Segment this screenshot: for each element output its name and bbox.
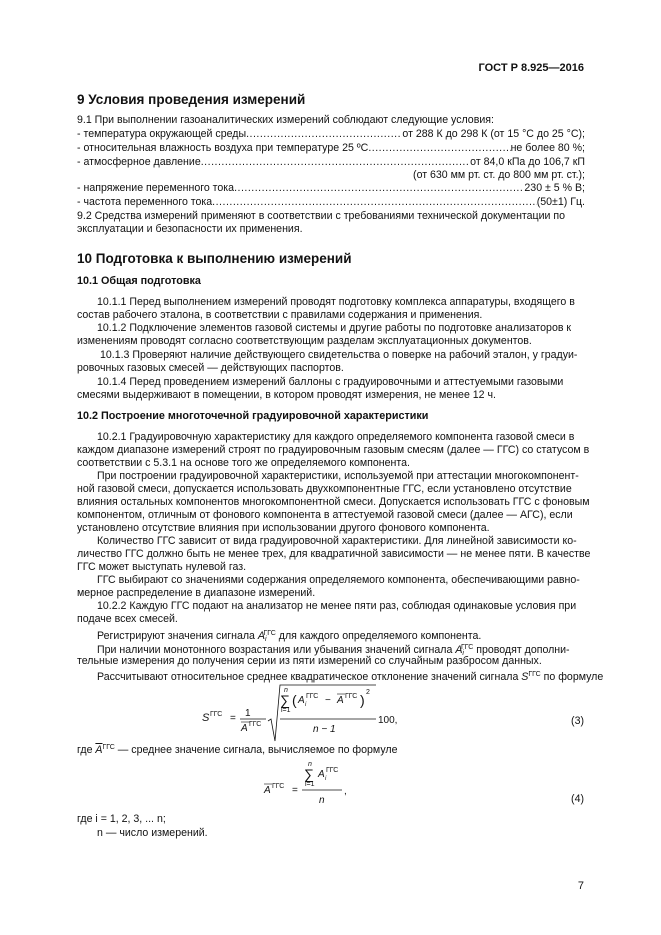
text: При наличии монотонного возрастания или убывания значений сигнала (97, 644, 456, 656)
section-9-title: 9 Условия проведения измерений (77, 92, 306, 107)
para-build-line3: влияния остальных компонентов многокомпонентной смеси. Допускается использовать ГГС с фоновым (77, 496, 590, 508)
condition-label: - относительная влажность воздуха при температуре 25 ºС (77, 142, 369, 154)
formula-ai: A (298, 695, 305, 706)
formula-den-sym: A (241, 723, 248, 734)
condition-label: - атмосферное давление (77, 156, 201, 168)
superscript: ГГС (460, 644, 474, 651)
para-build-line4: компонентом, отличным от фонового компонента в аттестуемой газовой смеси (далее — АГС), если (77, 509, 573, 521)
formula-ai-sup: ГГС (306, 693, 319, 700)
formula-4-number: (4) (571, 793, 584, 805)
text: по формуле (540, 671, 604, 683)
where-i: где i = 1, 2, 3, ... n; (77, 813, 166, 825)
formula-abar-sup: ГГС (345, 693, 358, 700)
formula-square: 2 (366, 689, 370, 696)
subscript: i (264, 636, 267, 643)
para-10-1-3-line2: ровочных газовых смесей — действующих паспортов. (77, 362, 344, 374)
formula-lhs: S (202, 712, 210, 724)
condition-label: - напряжение переменного тока (77, 182, 235, 194)
symbol: A (257, 630, 265, 642)
condition-label: - частота переменного тока (77, 196, 213, 208)
formula-n-minus-1: n − 1 (313, 724, 336, 735)
condition-pressure (77, 156, 585, 169)
condition-value: (50±1) Гц. (536, 196, 585, 208)
para-9-2-line2: эксплуатации и безопасности их применения. (77, 223, 303, 235)
sum-bottom: i=1 (305, 781, 315, 788)
para-9-1: 9.1 При выполнении газоаналитических измерений соблюдают следующие условия: (77, 114, 494, 126)
text: Рассчитывают относительное среднее квадратическое отклонение значений сигнала (97, 671, 522, 683)
para-10-2-1-line3: соответствии с 5.3.1 на основе того же определяемого компонента. (77, 457, 410, 469)
sum-bottom: i=1 (281, 707, 291, 714)
formula-comma: , (344, 786, 347, 797)
formula-lhs-sup: ГГС (272, 783, 285, 790)
para-build-line1: При построении градуировочной характеристики, используемой при аттестации многокомпонент- (97, 470, 579, 482)
para-select-line1: ГГС выбирают со значениями содержания определяемого компонента, обеспечивающими равно- (97, 574, 580, 586)
section-10-title: 10 Подготовка к выполнению измерений (77, 251, 352, 266)
text: Регистрируют значения сигнала (97, 630, 258, 642)
para-10-1-4-line2: смесями выдерживают в помещении, в котором проводят измерения, не менее 12 ч. (77, 389, 496, 401)
sum-sign: ∑ (280, 692, 290, 708)
para-10-2-2-line1: 10.2.2 Каждую ГГС подают на анализатор не менее пяти раз, соблюдая одинаковые условия при (97, 600, 577, 612)
text: для каждого определяемого компонента. (275, 630, 482, 642)
condition-value: 230 ± 5 % В; (524, 182, 585, 194)
sum-sign: ∑ (304, 766, 314, 782)
formula-ai-sub: i (325, 776, 327, 782)
para-qty-line1: Количество ГГС зависит от вида градуировочной характеристики. Для линейной зависимости ко- (97, 535, 577, 547)
formula-lhs-sup: ГГС (210, 711, 223, 718)
para-10-1-2-line2: изменениям проводят согласно соответствующим разделам эксплуатационных документов. (77, 335, 532, 347)
formula-eq: = (230, 713, 236, 724)
para-calc (77, 668, 604, 684)
subscript: i (462, 650, 464, 657)
para-10-1-3-line1: 10.1.3 Проверяют наличие действующего свидетельства о поверке на рабочий эталон, у градуи- (100, 349, 578, 361)
standard-designation: ГОСТ Р 8.925—2016 (478, 62, 584, 74)
para-10-2-2-line2: подаче всех смесей. (77, 613, 178, 625)
para-build-line2: ной газовой смеси, допускается использовать двухкомпонентные ГГС, если установлено отсутствие (77, 483, 572, 495)
superscript: ГГС (528, 671, 541, 678)
where-n: n — число измерений. (97, 827, 208, 839)
para-10-2-1-line1: 10.2.1 Градуировочную характеристику для каждого определяемого компонента газовой смеси в (97, 431, 575, 443)
condition-value: не более 80 %; (510, 142, 585, 154)
formula-times: 100, (378, 715, 398, 726)
page-number: 7 (577, 880, 584, 892)
para-10-1-1-line1: 10.1.1 Перед выполнением измерений проводят подготовку комплекса аппаратуры, входящего в (97, 296, 575, 308)
superscript: ГГС (102, 744, 115, 751)
subsection-10-1-title: 10.1 Общая подготовка (77, 275, 201, 287)
condition-humidity (77, 142, 585, 155)
formula-abar: A (337, 695, 344, 706)
superscript: ГГС (263, 630, 276, 637)
para-10-1-1-line2: состав рабочего эталона, в соответствии с правилами содержания и применения. (77, 309, 483, 321)
formula-den-sup: ГГС (249, 721, 262, 728)
condition-value: от 84,0 кПа до 106,7 кП (470, 156, 585, 168)
formula-ai-sup: ГГС (326, 767, 339, 774)
symbol: S (521, 671, 529, 683)
symbol: A (455, 644, 463, 656)
paren-close: ) (360, 692, 365, 708)
text: проводят дополни- (473, 644, 570, 656)
sum-top: n (308, 761, 312, 768)
formula-ai-sub: i (305, 702, 307, 708)
formula-3-number: (3) (571, 715, 584, 727)
formula-den: n (319, 795, 325, 806)
para-10-2-1-line2: каждом диапазоне измерений строят по градуировочным газовым смесям (далее — ГГС) со статусом в (77, 444, 590, 456)
para-monotone-line2: тельные измерения до получения серии из пяти измерений со случайным разбросом данных. (77, 655, 542, 667)
sum-top: n (284, 687, 288, 694)
para-10-1-2-line1: 10.1.2 Подключение элементов газовой системы и другие работы по подготовке анализаторов к (97, 322, 572, 334)
formula-4 (262, 757, 372, 811)
where-mean (77, 741, 585, 757)
symbol: $\overline{A}$ (95, 744, 103, 756)
para-qty-line2: личество ГГС должно быть не менее трех, для квадратичной зависимости — не менее пяти. В качестве (77, 548, 591, 560)
para-select-line2: мерное распределение в диапазоне измерений. (77, 587, 316, 599)
para-9-2-line1: 9.2 Средства измерений применяют в соответствии с требованиями технической документации по (77, 210, 566, 222)
para-qty-line3: ГГС может выступать нулевой газ. (77, 561, 247, 573)
para-10-1-4-line1: 10.1.4 Перед проведением измерений баллоны с градуировочными и аттестуемыми газовыми (97, 376, 564, 388)
condition-pressure-mmhg: (от 630 мм рт. ст. до 800 мм рт. ст.); (413, 169, 585, 181)
condition-temperature (77, 128, 585, 141)
condition-voltage (77, 182, 585, 195)
formula-lhs: A (264, 785, 271, 796)
formula-ai: A (318, 769, 325, 780)
condition-frequency (77, 196, 585, 209)
paren-open: ( (292, 692, 297, 708)
formula-eq: = (292, 785, 298, 796)
condition-value: от 288 К до 298 К (от 15 °С до 25 °С); (402, 128, 585, 140)
condition-label: - температура окружающей среды (77, 128, 247, 140)
subsection-10-2-title: 10.2 Построение многоточечной градуировочной характеристики (77, 410, 429, 422)
formula-one: 1 (245, 708, 251, 719)
para-build-line5: установлено отсутствие влияния при использовании другого фонового компонента. (77, 522, 490, 534)
formula-minus: − (325, 695, 331, 706)
text: — среднее значение сигнала, вычисляемое по формуле (114, 744, 398, 756)
text: где (77, 744, 96, 756)
